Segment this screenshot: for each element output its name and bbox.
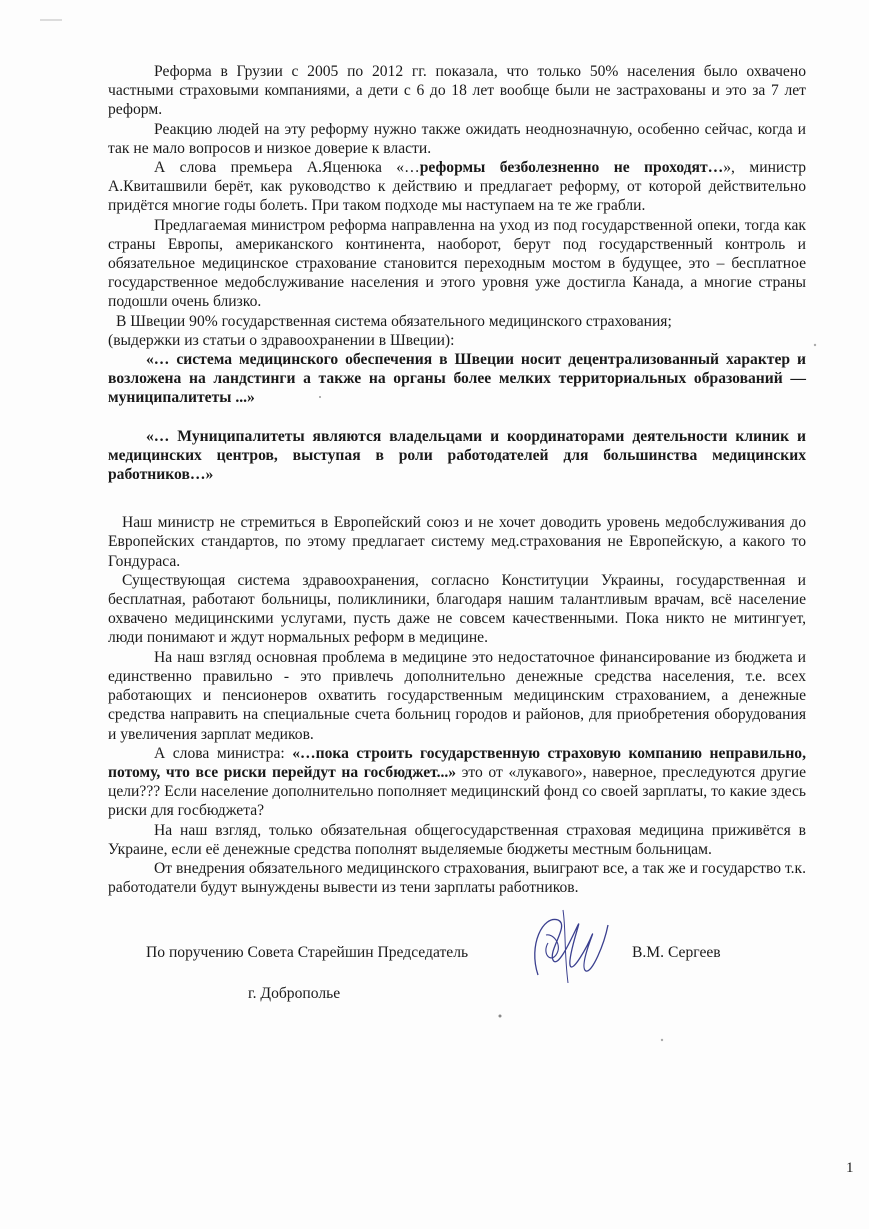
document-body — [108, 62, 806, 897]
paragraph-existing-system: Существующая система здравоохранения, согласно Конституции Украины, государственная и бесплатная, работают больницы, поликлиники, благодаря нашим талантливым врачам, всё население охвачено медицинскими услугами, пусть даже не совсем качественными. Пока никто не митингует, люди понимают и ждут нормальных реформ в медицине. — [108, 571, 806, 647]
quote-sweden-system: «… система медицинского обеспечения в Швеции носит децентрализованный характер и возложена на ландстинги а также на органы более мелких территориальных образований — муниципалитеты ...» — [108, 351, 806, 407]
p3-after: », министр А.Квиташвили берёт, как руководство к действию и предлагает реформу, от которой действительно придётся многие годы болеть. При таком подходе мы наступаем на те же грабли. — [108, 159, 806, 215]
signature-label: По поручению Совета Старейшин Председатель — [146, 944, 469, 961]
spacer — [108, 408, 806, 427]
handwritten-signature — [508, 905, 618, 985]
page-number: 1 — [846, 1160, 854, 1176]
signatory-name: В.М. Сергеев — [632, 944, 721, 961]
paragraph-sweden: В Швеции 90% государственная система обязательного медицинского страхования; — [116, 312, 672, 330]
paragraph-implementation: От внедрения обязательного медицинского страхования, выиграют все, а так же и государство т.к. работодатели будут вынуждены вывести из тени зарплаты работников. — [108, 859, 806, 897]
paragraph-our-view: На наш взгляд, только обязательная общегосударственная страховая медицина приживётся в Украине, если её денежные средства пополнят выделяемые бюджеты местным больницам. — [108, 821, 806, 858]
paragraph-minister-words — [108, 744, 806, 821]
p3-before: А слова премьера А.Яценюка «… — [154, 159, 420, 177]
paragraph-main-problem: На наш взгляд основная проблема в медицине это недостаточное финансирование из бюджета и единственно правильно - это привлечь дополнительно денежные средства населения, т.е. всех работающих и пенсионеров охватить государственным медицинским страхованием, а денежные средства направить на специальные счета больниц городов и районов, для приобретения оборудования и увеличения зарплат медиков. — [108, 648, 806, 743]
paragraph-sweden-excerpts: (выдержки из статьи о здравоохранении в Швеции): — [108, 331, 455, 349]
p10-bold-quote: «…пока строить государственную страховую компанию неправильно, потому, что все риски перейдут на госбюджет...» — [108, 744, 806, 781]
paragraph-our-minister: Наш министр не стремиться в Европейский союз и не хочет доводить уровень медобслуживания до Европейских стандартов, по этому предлагает систему мед.страхования не Европейскую, а какого то Гондураса. — [108, 514, 806, 570]
p3-bold-quote: реформы безболезненно не проходят… — [419, 159, 724, 177]
p10-before: А слова министра: — [154, 744, 293, 762]
paragraph-minister-reform: Предлагаемая министром реформа направленна на уход из под государственной опеки, тогда как страны Европы, американского континента, наоборот, берут под государственный контроль и обязательное медицинское страхование становится переходным мостом в будущее, это – бесплатное государственное медобслуживание населения и этого уровня уже достигла Канада, а многие страны подошли очень близко. — [108, 216, 806, 311]
paragraph-premier-words — [108, 158, 806, 216]
paragraph-georgia-reform: Реформа в Грузии с 2005 по 2012 гг. показала, что только 50% населения было охвачено частными страховыми компаниями, а дети с 6 до 18 лет вообще были не застрахованы и это за 7 лет реформ. — [108, 63, 806, 119]
p10-after: это от «лукавого», наверное, преследуются другие цели??? Если население дополнительно пополняет медицинский фонд со своей зарплаты, то какие здесь риски для госбюджета? — [108, 763, 806, 820]
paragraph-people-reaction: Реакцию людей на эту реформу нужно также ожидать неоднозначную, особенно сейчас, когда и так не мало вопросов и низкое доверие к власти. — [108, 120, 806, 157]
quote-municipalities: «… Муниципалитеты являются владельцами и координаторами деятельности клиник и медицинских центров, выступая в роли работодателей для большинства медицинских работников…» — [108, 427, 806, 484]
spacer — [108, 503, 806, 513]
spacer — [108, 484, 806, 503]
city-name: г. Доброполье — [248, 985, 341, 1002]
